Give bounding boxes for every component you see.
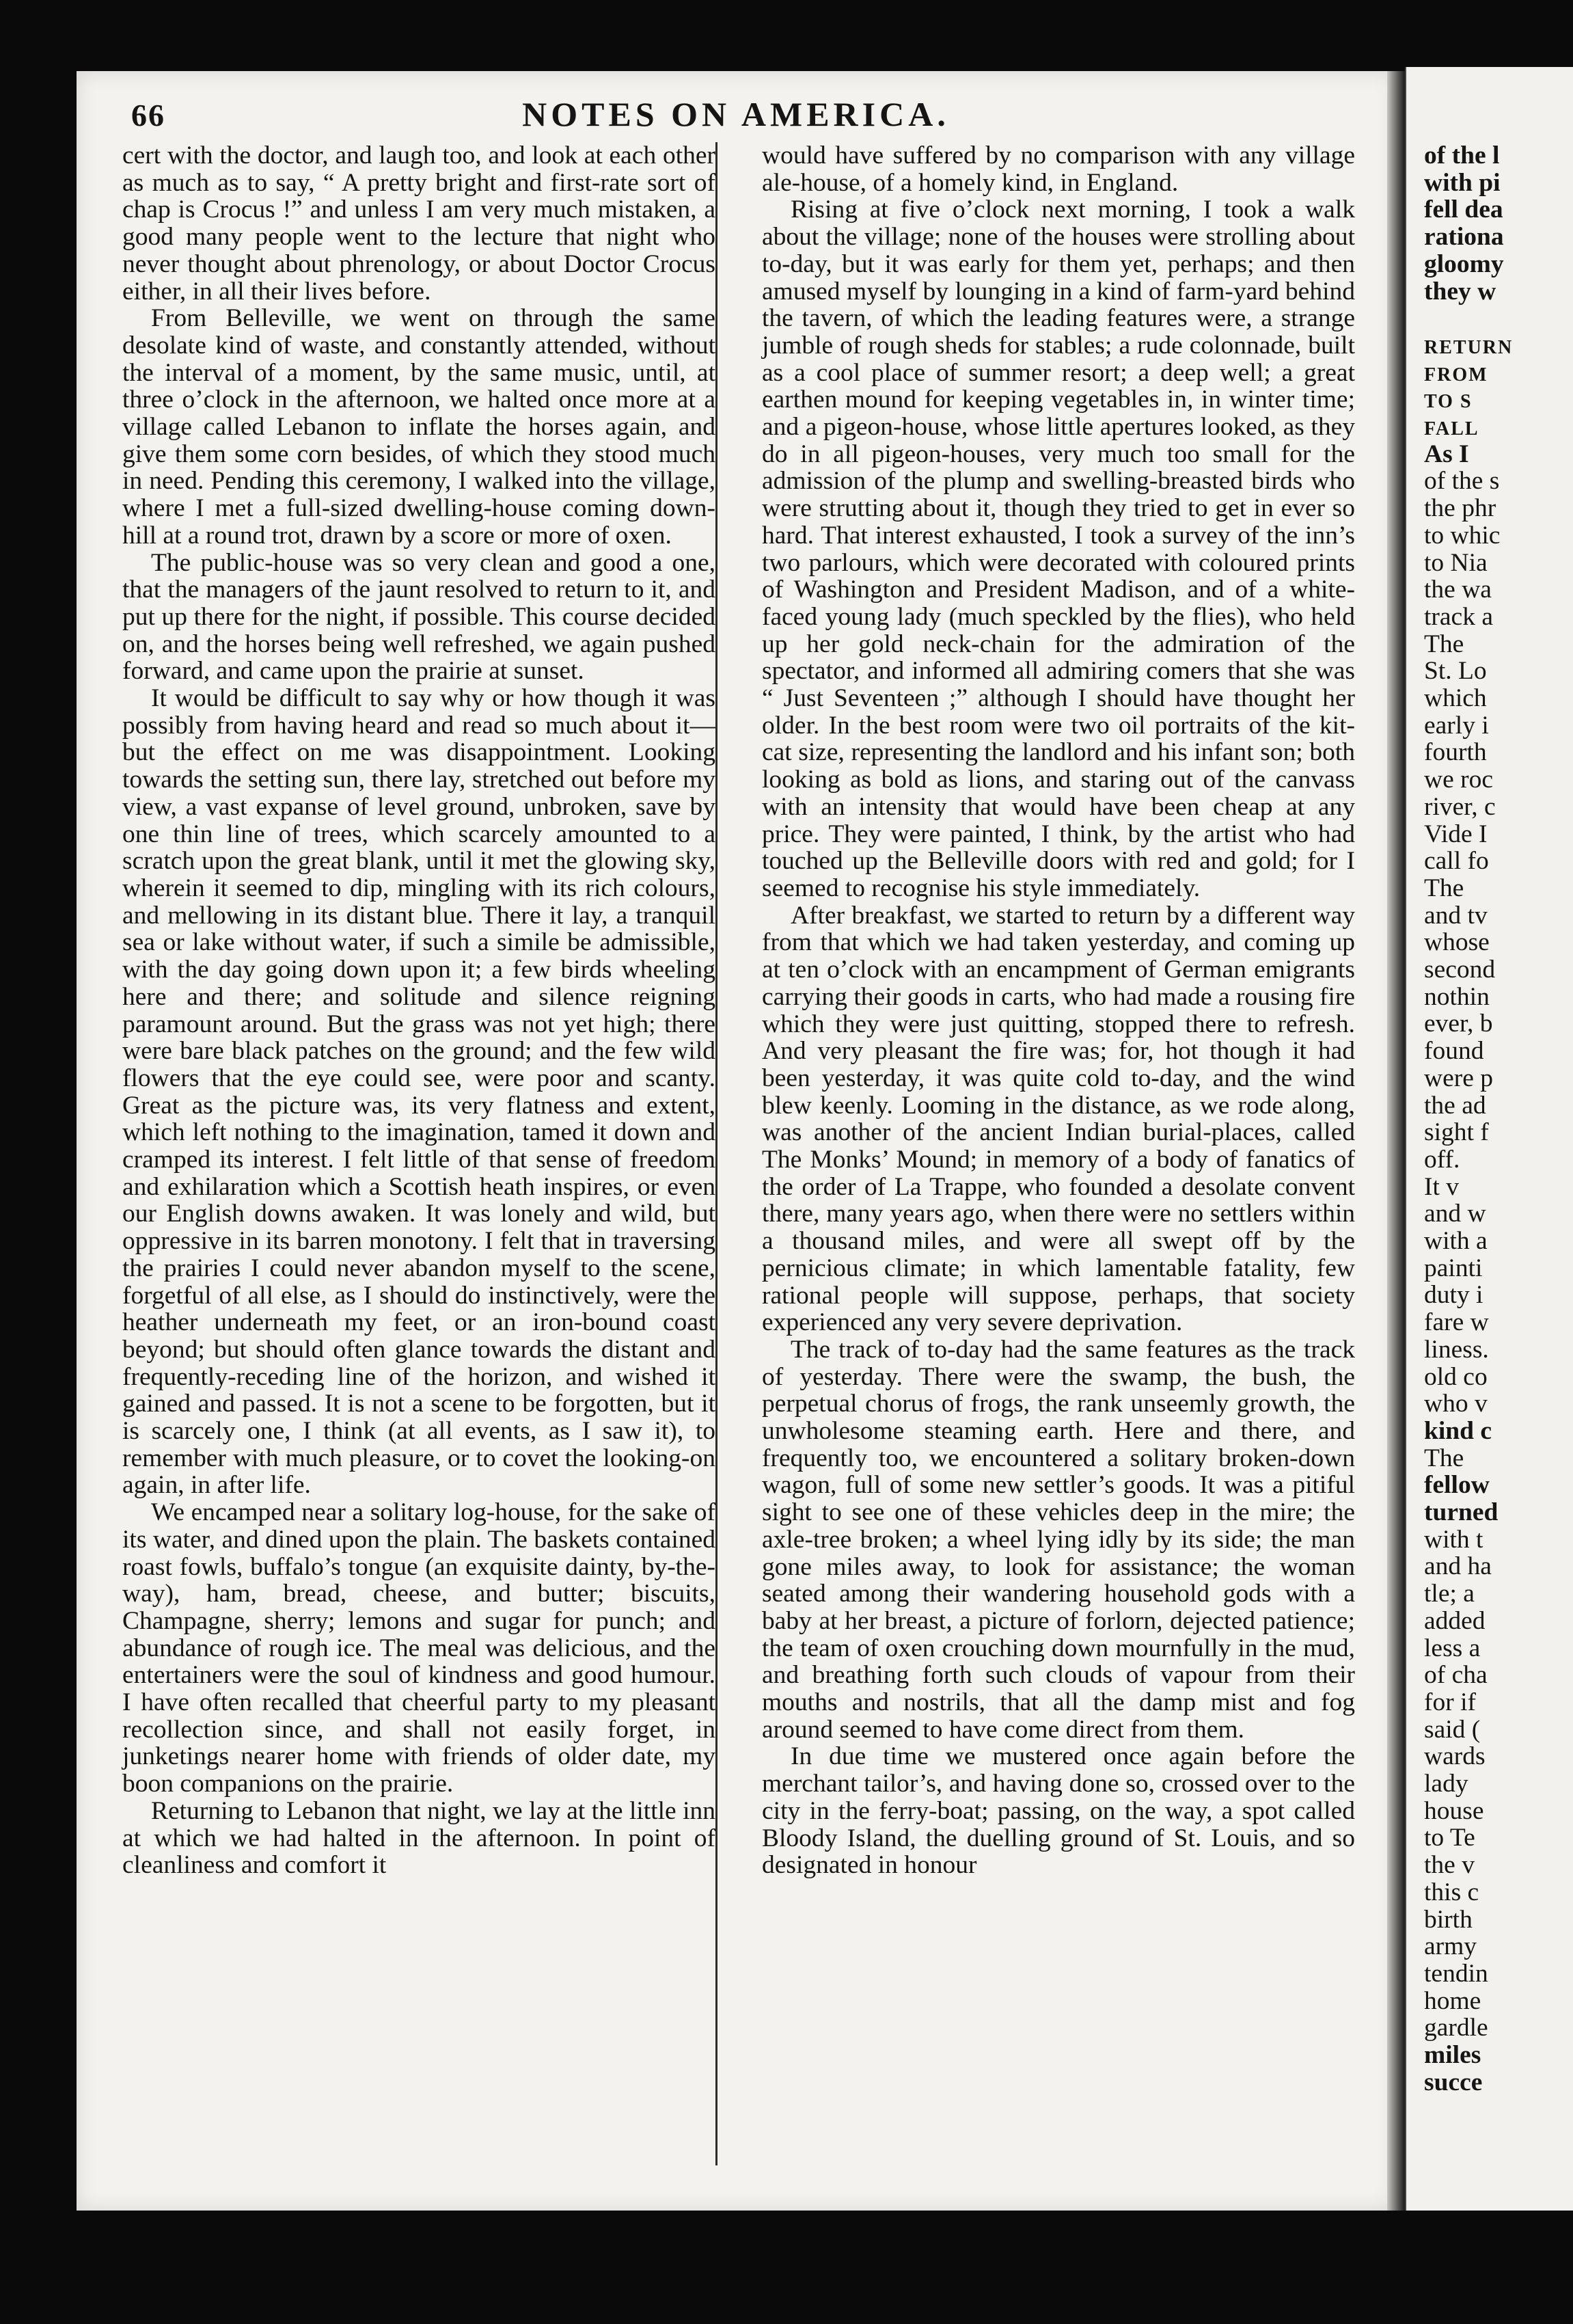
facing-page-line: miles (1424, 2041, 1481, 2069)
facing-page-line-row (1424, 712, 1573, 740)
facing-page-line: lady (1424, 1770, 1468, 1798)
facing-page-line-row (1424, 1906, 1573, 1934)
facing-page-line-row (1424, 1092, 1573, 1120)
facing-page-line: gardle (1424, 2014, 1488, 2042)
facing-page-line-row (1424, 1390, 1573, 1418)
book-page-right-fragment (1405, 67, 1573, 2211)
facing-page-line: and tv (1424, 901, 1488, 930)
facing-page-line: said ( (1424, 1715, 1481, 1744)
facing-page-line-row (1424, 142, 1573, 170)
facing-page-line: and w (1424, 1200, 1486, 1228)
facing-page-line: the wa (1424, 576, 1492, 604)
facing-page-line: early i (1424, 711, 1489, 740)
paragraph: We encamped near a solitary log-house, for the sake of its water, and dined upon the plain. The baskets contained roast fowls, buffalo’s tongue (an exquisite dainty, by-the-way), ham, bread, cheese, and butter; biscuits, Champagne, sherry; lemons and sugar for punch; and abundance of rough ice. The meal was delicious, and the entertainers were the soul of kindness and good humour. I have often recalled that cheerful party to my pleasant recollection since, and shall not easily forget, in junketings nearer home with friends of older date, my boon companions on the prairie. (122, 1498, 715, 1798)
facing-page-line-row (1424, 414, 1573, 443)
facing-page-line-row (1424, 956, 1573, 984)
facing-page-line-row (1424, 739, 1573, 766)
facing-page-line: of the s (1424, 467, 1500, 496)
facing-page-line-row (1424, 1743, 1573, 1770)
facing-page-line: track a (1424, 602, 1493, 631)
facing-page-line: to Nia (1424, 548, 1488, 577)
facing-page-line-row (1424, 468, 1573, 495)
facing-page-line: for if (1424, 1688, 1477, 1716)
facing-page-line: call fo (1424, 847, 1489, 876)
facing-page-line: St. Lo (1424, 657, 1487, 686)
paragraph: In due time we mustered once again before the merchant tailor’s, and having done so, crossed over to the city in the ferry-boat; passing, on the way, a spot called Bloody Island, the duelling ground of St. Louis, and so designated in honour (762, 1742, 1355, 1880)
facing-page-line-row (1424, 766, 1573, 794)
facing-page-line: second (1424, 956, 1496, 984)
facing-page-line: which (1424, 684, 1487, 712)
facing-page-line: wards (1424, 1742, 1486, 1771)
book-page-left (77, 71, 1395, 2211)
facing-page-line-row (1424, 984, 1573, 1011)
facing-page-line-row (1424, 1933, 1573, 1960)
facing-page-line: The (1424, 1444, 1464, 1472)
page-number: 66 (131, 98, 165, 133)
facing-page-line-row (1424, 848, 1573, 875)
facing-page-line: with a (1424, 1227, 1488, 1255)
paragraph: It would be difficult to say why or how though it was possibly from having heard and read so much about it—but the effect on me was disappointment. Looking towards the setting sun, there lay, stretched out before my view, a vast expanse of level ground, unbroken, save by one thin line of trees, which scarcely amounted to a scratch upon the great blank, until it met the glowing sky, wherein it seemed to dip, mingling with its rich colours, and mellowing in its distant blue. There it lay, a tranquil sea or lake without water, if such a simile be admissible, with the day going down upon it; a few birds wheeling here and there; and solitude and silence reigning paramount around. But the grass was not yet high; there were bare black patches on the ground; and the few wild flowers that the eye could see, were poor and scanty. Great as the picture was, its very flatness and extent, which left nothing to the imagination, tamed it down and cramped its interest. I felt little of that sense of freedom and exhilaration which a Scottish heath inspires, or even our English downs awaken. It was lonely and wild, but oppressive in its barren monotony. I felt that in traversing the prairies I could never abandon myself to the scene, forgetful of all else, as I should do instinctively, were the heather underneath my feet, or an iron-bound coast beyond; but should often glance towards the distant and frequently-receding line of the horizon, and wished it gained and passed. It is not a scene to be forgotten, but it is scarcely one, I think (at all events, as I saw it), to remember with much pleasure, or to covet the looking-on again, in after life. (122, 684, 715, 1500)
facing-page-line-row (1424, 386, 1573, 416)
facing-page-line-row (1424, 1445, 1573, 1472)
facing-page-line: to Te (1424, 1824, 1475, 1852)
facing-page-line-row (1424, 1010, 1573, 1038)
facing-page-line-row (1424, 1065, 1573, 1092)
facing-page-line: we roc (1424, 766, 1493, 794)
facing-page-line: with pi (1424, 168, 1501, 197)
paragraph: cert with the doctor, and laugh too, and look at each other as much as to say, “ A pretty bright and first-rate sort of chap is Crocus !” and unless I am very much mistaken, a good many people went to the lecture that night who never thought about phrenology, or about Doctor Crocus either, in all their lives before. (122, 141, 715, 306)
facing-page-line-row (1424, 576, 1573, 604)
facing-page-line: ever, b (1424, 1010, 1493, 1038)
facing-page-line-row (1424, 2069, 1573, 2096)
facing-page-line: fellow (1424, 1471, 1490, 1500)
facing-page-line-row (1424, 1418, 1573, 1445)
facing-page-line-row (1424, 251, 1573, 278)
facing-page-line-row (1424, 1309, 1573, 1336)
facing-page-line: fourth (1424, 738, 1487, 767)
facing-page-line-row (1424, 685, 1573, 712)
paragraph: The public-house was so very clean and good a one, that the managers of the jaunt resolved to return to it, and put up there for the night, if possible. This course decided on, and the horses being well refreshed, we again pushed forward, and came upon the prairie at sunset. (122, 548, 715, 686)
facing-page-line-row (1424, 224, 1573, 251)
facing-page-line: TO S (1424, 391, 1473, 413)
paragraph: After breakfast, we started to return by a different way from that which we had taken yesterday, and coming up at ten o’clock with an encampment of German emigrants carrying their goods in carts, who had made a rousing fire which they were just quitting, stopped there to refresh. And very pleasant the fire was; for, hot though it had been yesterday, it was quite cold to-day, and the wind blew keenly. Looming in the distance, as we rode along, was another of the ancient Indian burial-places, called The Monks’ Mound; in memory of a body of fanatics of the order of La Trappe, who founded a desolate convent there, many years ago, when there were no settlers within a thousand miles, and were all swept off by the pernicious climate; in which lamentable fatality, few rational people will suppose, perhaps, that society experienced any very severe deprivation. (762, 901, 1355, 1337)
facing-page-line-row (1424, 495, 1573, 522)
facing-page-line-row (1424, 821, 1573, 848)
facing-page-line-row (1424, 1770, 1573, 1798)
facing-page-line: nothin (1424, 982, 1490, 1011)
facing-page-line: of cha (1424, 1661, 1488, 1690)
text-column-left (122, 142, 715, 1879)
facing-page-line: river, c (1424, 792, 1496, 821)
facing-page-line-row (1424, 170, 1573, 197)
facing-page-line: the phr (1424, 494, 1496, 523)
facing-page-line-row (1424, 1988, 1573, 2015)
facing-page-line-row (1424, 1580, 1573, 1608)
facing-page-line-row (1424, 1174, 1573, 1201)
facing-page-line: liness. (1424, 1335, 1489, 1364)
facing-page-line-row (1424, 1553, 1573, 1580)
facing-page-line: less a (1424, 1634, 1481, 1662)
facing-page-line: whose (1424, 928, 1490, 957)
facing-page-line-row (1424, 360, 1573, 389)
facing-page-line: with t (1424, 1525, 1483, 1554)
facing-page-line-row (1424, 1282, 1573, 1309)
facing-page-line-row (1424, 794, 1573, 821)
facing-page-line: added (1424, 1606, 1486, 1635)
paragraph: From Belleville, we went on through the same desolate kind of waste, and constantly attended, without the interval of a moment, by the same music, until, at three o’clock in the afternoon, we halted once more at a village called Lebanon to inflate the horses again, and give them some corn besides, of which they stood much in need. Pending this ceremony, I walked into the village, where I met a full-sized dwelling-house coming down-hill at a round trot, drawn by a score or more of oxen. (122, 304, 715, 550)
facing-page-line-row (1424, 1824, 1573, 1852)
facing-page-line: army (1424, 1932, 1477, 1961)
facing-page-line-row (1424, 1852, 1573, 1879)
facing-page-line: house (1424, 1796, 1484, 1825)
facing-page-line: old co (1424, 1362, 1488, 1391)
facing-page-line: The (1424, 874, 1464, 902)
facing-page-line-row (1424, 1499, 1573, 1526)
facing-page-line-row (1424, 441, 1573, 468)
facing-page-line: birth (1424, 1905, 1473, 1934)
facing-page-line-row (1424, 1119, 1573, 1146)
facing-page-line-row (1424, 278, 1573, 306)
facing-page-line-row (1424, 1146, 1573, 1174)
facing-page-line: fare w (1424, 1308, 1489, 1337)
facing-page-line-row (1424, 1526, 1573, 1554)
facing-page-line-row (1424, 1364, 1573, 1391)
paragraph: Rising at five o’clock next morning, I took a walk about the village; none of the houses were strolling about to-day, but it was early for them yet, perhaps; and then amused myself by lounging in a kind of farm-yard behind the tavern, of which the leading features were, a strange jumble of rough sheds for stables; a rude colonnade, built as a cool place of summer resort; a deep well; a great earthen mound for keeping vegetables in, in winter time; and a pigeon-house, whose little apertures looked, as they do in all pigeon-houses, very much too small for the admission of the plump and swelling-breasted birds who were strutting about it, though they tried to get in ever so hard. That interest exhausted, I took a survey of the inn’s two parlours, which were decorated with coloured prints of Washington and President Madison, and of a white-faced young lady (much speckled by the flies), who held up her gold neck-chain for the admiration of the spectator, and informed all admiring comers that she was “ Just Seventeen ;” although I should have thought her older. In the best room were two oil portraits of the kit-cat size, representing the landlord and his infant son; both looking as bold as lions, and staring out of the canvass with an intensity that would have been cheap at any price. They were painted, I think, by the artist who had touched up the Belleville doors with red and gold; for I seemed to recognise his style immediately. (762, 195, 1355, 902)
facing-page-line-row (1424, 1662, 1573, 1689)
paragraph: would have suffered by no comparison with any village ale-house, of a homely kind, in England. (762, 141, 1355, 197)
facing-page-line-row (1424, 604, 1573, 631)
facing-page-line: sight f (1424, 1118, 1489, 1147)
facing-page-line: rationa (1424, 223, 1504, 252)
facing-page-line: kind c (1424, 1416, 1492, 1445)
facing-page-line: fell dea (1424, 195, 1503, 224)
facing-page-line: found (1424, 1037, 1484, 1066)
facing-page-line-row (1424, 2014, 1573, 2042)
facing-page-line-row (1424, 550, 1573, 577)
facing-page-line-row (1424, 1879, 1573, 1906)
facing-page-line: turned (1424, 1498, 1499, 1526)
facing-page-line: gloomy (1424, 249, 1504, 278)
facing-page-line: It v (1424, 1172, 1460, 1201)
running-head: NOTES ON AMERICA. (522, 95, 950, 133)
facing-page-line-row (1424, 1635, 1573, 1662)
facing-page-line: off. (1424, 1145, 1460, 1174)
facing-page-line-row (1424, 1200, 1573, 1228)
facing-page-line: FROM (1424, 364, 1488, 386)
facing-page-line: duty i (1424, 1281, 1483, 1310)
facing-page-line: As I (1424, 440, 1469, 468)
facing-page-line-row (1424, 332, 1573, 362)
facing-page-line-row (1424, 1228, 1573, 1255)
facing-page-line-row (1424, 2042, 1573, 2069)
facing-page-line: tendin (1424, 1959, 1488, 1988)
facing-page-line: to whic (1424, 521, 1501, 550)
facing-page-line: FALL (1424, 418, 1479, 440)
facing-page-line-row (1424, 1689, 1573, 1716)
facing-page-line: were p (1424, 1064, 1493, 1092)
facing-page-line: tle; a (1424, 1580, 1475, 1608)
text-column-right (762, 142, 1355, 1879)
facing-page-line: succe (1424, 2068, 1483, 2096)
column-rule (715, 142, 717, 2165)
facing-page-line: RETURN (1424, 336, 1514, 358)
facing-page-line: of the l (1424, 141, 1500, 170)
facing-page-line-row (1424, 1798, 1573, 1825)
facing-page-line-row (1424, 1960, 1573, 1988)
facing-page-line: this c (1424, 1878, 1479, 1906)
facing-page-line: the v (1424, 1851, 1475, 1880)
paragraph: The track of to-day had the same features as the track of yesterday. There were the swamp, the bush, the perpetual chorus of frogs, the rank unseemly growth, the unwholesome steaming earth. Here and there, and frequently too, we encountered a solitary broken-down wagon, full of some new settler’s goods. It was a pitiful sight to see one of these vehicles deep in the mire; the axle-tree broken; a wheel lying idly by its side; the man gone miles away, to look for assistance; the woman seated among their wandering household gods with a baby at her breast, a picture of forlorn, dejected patience; the team of oxen crouching down mournfully in the mud, and breathing forth such clouds of vapour from their mouths and nostrils, that all the damp mist and fog around seemed to have come direct from them. (762, 1335, 1355, 1744)
facing-page-line-row (1424, 929, 1573, 956)
facing-page-line: and ha (1424, 1552, 1492, 1581)
facing-page-line: home (1424, 1986, 1481, 2015)
facing-page-line-row (1424, 1336, 1573, 1364)
facing-page-line-row (1424, 1472, 1573, 1499)
facing-page-line-row (1424, 196, 1573, 224)
facing-page-line-row (1424, 902, 1573, 930)
facing-page-line-row (1424, 1608, 1573, 1635)
paragraph: Returning to Lebanon that night, we lay at the little inn at which we had halted in the afternoon. In point of cleanliness and comfort it (122, 1796, 715, 1880)
facing-page-line: The (1424, 630, 1464, 658)
facing-page-line-row (1424, 1716, 1573, 1744)
facing-page-line-row (1424, 1038, 1573, 1065)
facing-page-line: the ad (1424, 1091, 1486, 1120)
facing-page-line-row (1424, 1255, 1573, 1282)
facing-page-line: painti (1424, 1254, 1483, 1282)
facing-page-line: who v (1424, 1390, 1488, 1418)
facing-page-line-row (1424, 522, 1573, 550)
facing-page-line-row (1424, 875, 1573, 902)
facing-page-line: they w (1424, 277, 1496, 306)
facing-page-line-row (1424, 658, 1573, 685)
facing-page-line: Vide I (1424, 820, 1488, 848)
facing-page-line-row (1424, 631, 1573, 658)
book-gutter (1387, 71, 1405, 2211)
